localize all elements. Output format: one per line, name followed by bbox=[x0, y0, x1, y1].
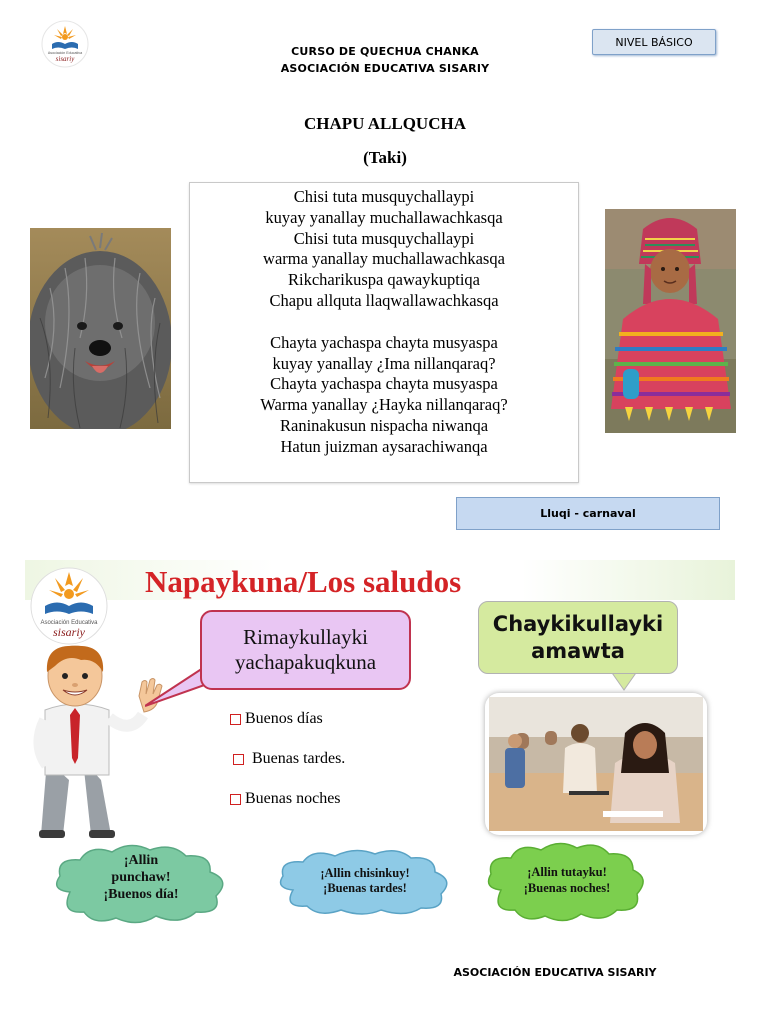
bubble-line: Chaykikullayki bbox=[492, 611, 664, 636]
classroom-photo bbox=[485, 693, 707, 835]
organization-title: ASOCIACIÓN EDUCATIVA SISARIY bbox=[280, 62, 490, 75]
students-greeting-bubble bbox=[200, 610, 411, 690]
cloud-line: ¡Allin bbox=[123, 853, 159, 868]
lyric-line: kuyay yanallay ¿Ima nillanqaraq? bbox=[272, 353, 496, 373]
svg-text:sisariy: sisariy bbox=[55, 55, 75, 63]
bubble-line: yachapakuqkuna bbox=[234, 650, 377, 674]
lyric-line: Chapu allquta llaqwallawachkasqa bbox=[269, 290, 499, 310]
teacher-greeting-bubble bbox=[478, 601, 678, 674]
lyric-line: Chisi tuta musquychallaypi bbox=[293, 187, 475, 206]
bubble-line: amawta bbox=[531, 638, 625, 663]
song-subtitle: (Taki) bbox=[363, 148, 407, 167]
lyric-line: Rikcharikuspa qawaykuptiqa bbox=[288, 270, 480, 290]
lyric-line: kuyay yanallay muchallawachkasqa bbox=[265, 207, 503, 227]
lyric-line: Chisi tuta musquychallaypi bbox=[293, 228, 475, 248]
andean-child-photo bbox=[605, 209, 736, 433]
cloud-line: ¡Allin chisinkuy! bbox=[320, 866, 410, 880]
svg-text:Asociación Educativa: Asociación Educativa bbox=[47, 51, 83, 55]
cloud-line: ¡Buenas noches! bbox=[523, 881, 611, 895]
footer-organization: ASOCIACIÓN EDUCATIVA SISARIY bbox=[453, 966, 657, 979]
lyric-line: Chayta yachaspa chayta musyaspa bbox=[270, 332, 498, 352]
checkbox-icon bbox=[230, 714, 241, 725]
lyric-line: Raninakusun nispacha niwanqa bbox=[279, 415, 489, 435]
greeting-item: Buenas noches bbox=[230, 790, 341, 808]
cloud-line: ¡Buenas tardes! bbox=[323, 881, 407, 895]
lyric-line: Chayta yachaspa chayta musyaspa bbox=[270, 374, 498, 394]
bubble-line: Rimaykullayki bbox=[243, 625, 368, 649]
song-title: CHAPU ALLQUCHA bbox=[304, 114, 466, 133]
lyric-line: warma yanallay muchallawachkasqa bbox=[263, 249, 505, 269]
level-badge bbox=[592, 29, 716, 55]
checkbox-icon bbox=[230, 794, 241, 805]
checkbox-icon bbox=[233, 754, 244, 765]
song-lyrics-box bbox=[189, 182, 579, 483]
panel-logo bbox=[27, 566, 111, 646]
cloud-line: ¡Allin tutayku! bbox=[527, 865, 607, 879]
course-title: CURSO DE QUECHUA CHANKA bbox=[291, 45, 479, 58]
cloud-line: ¡Buenos día! bbox=[103, 887, 179, 902]
greeting-cloud-afternoon bbox=[275, 848, 455, 916]
panel-title: Napaykuna/Los saludos bbox=[145, 564, 462, 599]
svg-text:sisariy: sisariy bbox=[52, 625, 86, 639]
sisariy-logo bbox=[40, 20, 90, 68]
greeting-cloud-morning bbox=[50, 842, 232, 924]
greetings-panel bbox=[25, 560, 735, 936]
greeting-item: Buenas tardes. bbox=[233, 750, 345, 768]
lyric-line: Warma yanallay ¿Hayka nillanqaraq? bbox=[260, 395, 508, 415]
greeting-item: Buenos días bbox=[230, 710, 323, 728]
svg-text:Asociación Educativa: Asociación Educativa bbox=[40, 620, 98, 626]
lyric-line: Hatun juizman aysarachiwanqa bbox=[280, 436, 488, 456]
cartoon-student-illustration bbox=[25, 640, 165, 840]
genre-label-box bbox=[456, 497, 720, 530]
genre-label: Lluqi - carnaval bbox=[540, 507, 636, 520]
cloud-line: punchaw! bbox=[111, 870, 171, 885]
level-label: NIVEL BÁSICO bbox=[615, 35, 693, 49]
shaggy-dog-photo bbox=[30, 228, 171, 429]
greeting-cloud-night bbox=[483, 840, 651, 922]
